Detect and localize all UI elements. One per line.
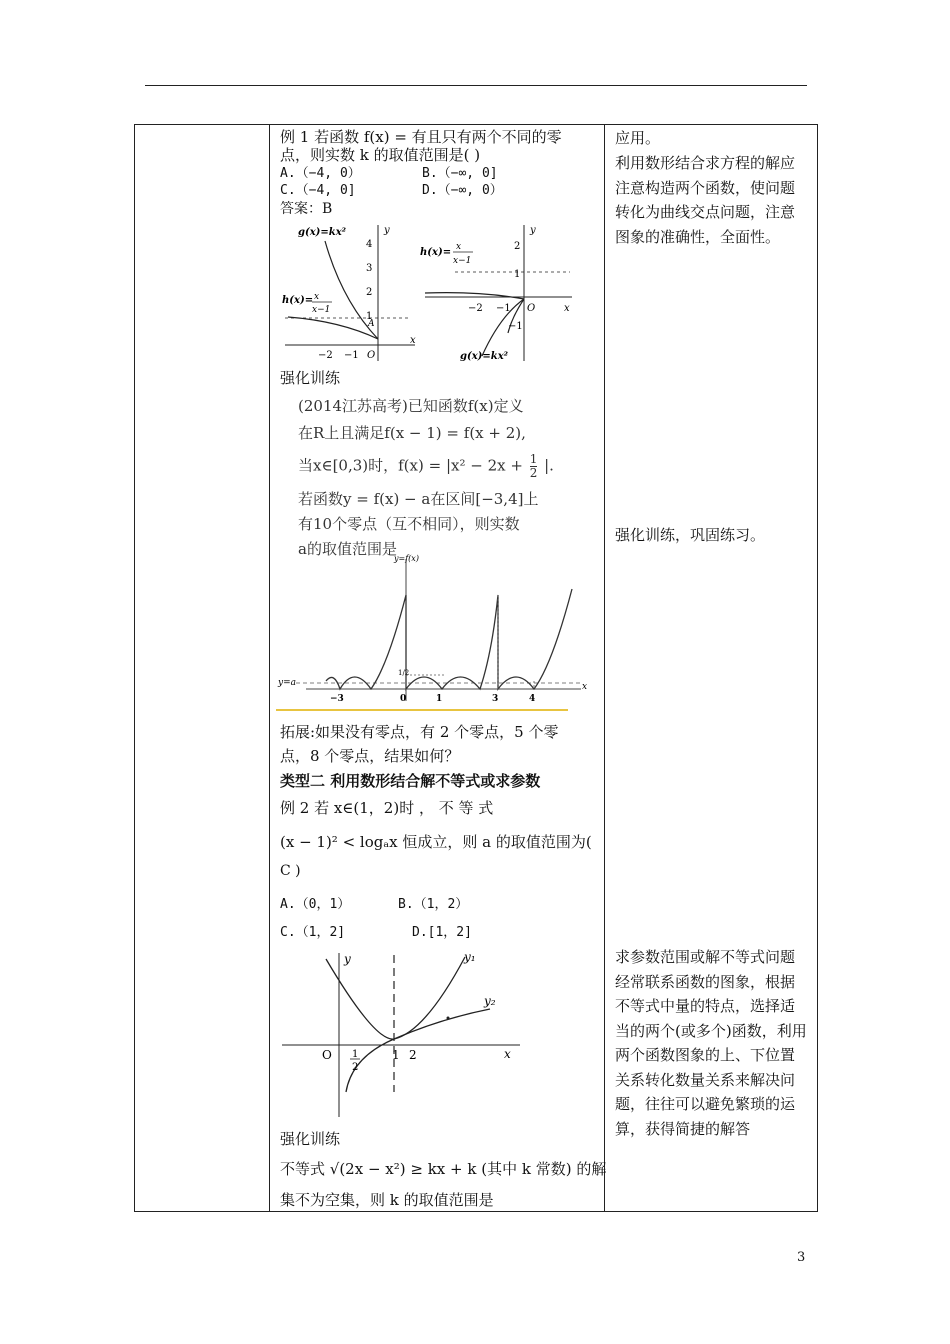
example2-answer: C ) (280, 863, 301, 879)
h-label: h(x)= (282, 295, 314, 306)
origin-label: O (367, 350, 376, 361)
h-label: h(x)= (420, 247, 452, 258)
x-label: x (504, 1047, 511, 1061)
h-frac-num: x (456, 242, 462, 252)
training1-line3 (298, 453, 554, 480)
answer: 答案：B (280, 201, 333, 217)
example1-line2: 点，则实数 k 的取值范围是( ) (280, 146, 481, 164)
option-b: B.（−∞, 0] (422, 166, 498, 181)
x-label: x (410, 335, 416, 346)
example2-option-a: A.（0，1） (280, 897, 351, 912)
example2-option-c: C.（1，2] (280, 925, 346, 940)
example2-option-b: B.（1，2） (398, 897, 469, 912)
y2-label: y₂ (484, 994, 496, 1008)
type2-heading: 类型二 利用数形结合解不等式或求参数 (280, 772, 541, 790)
graph-3 (276, 553, 598, 713)
tick-x-neg1: −1 (496, 303, 511, 314)
tick-1: 1 (436, 694, 443, 704)
x-label: x (582, 682, 588, 692)
training1-heading: 强化训练 (280, 369, 341, 387)
tick-0: 0 (400, 694, 407, 704)
y-label: y (384, 225, 390, 236)
h-frac-den: x−1 (312, 305, 331, 315)
note-application: 应用。 (615, 129, 661, 147)
origin-label: O (322, 1048, 332, 1062)
training1-line3-a: 当x∈[0,3)时，f(x) = |x² − 2x + (298, 456, 523, 475)
page-number: 3 (797, 1250, 806, 1265)
tick-x-neg2: −2 (468, 303, 483, 314)
content-column (270, 125, 605, 1212)
curve-h (288, 317, 378, 339)
y-label: y (530, 225, 536, 236)
tick-x-neg1: −1 (344, 350, 359, 361)
curve-f (326, 589, 572, 689)
g-label: g(x)=kx² (298, 227, 347, 238)
point-a-label: A (368, 319, 375, 329)
note-inequality-method: 求参数范围或解不等式问题经常联系函数的图象，根据不等式中量的特点，选择适当的两个(或多个)函数，利用两个函数图象的上、下位置关系转化数量关系来解决问题，往往可以避免繁琐的运算，获得简捷的解答 (615, 948, 807, 1138)
note-equation-method: 利用数形结合求方程的解应注意构造两个函数，使问题转化为曲线交点问题，注意图象的准确性，全面性。 (615, 154, 796, 246)
g-label: g(x)=kx² (460, 351, 509, 362)
graph-2 (420, 221, 580, 363)
option-a: A.（−4, 0） (280, 166, 361, 181)
example2-line2: (x − 1)² < logₐx 恒成立，则 a 的取值范围为( (280, 833, 592, 851)
tick-y-2: 2 (366, 287, 373, 298)
tick-y-3: 3 (366, 263, 373, 274)
tick-y-2: 2 (514, 241, 521, 252)
fraction-den: 2 (529, 466, 538, 480)
curve-h (425, 293, 524, 299)
tick-3: 3 (492, 694, 499, 704)
tick-half-den: 2 (352, 1062, 359, 1073)
fraction-num: 1 (529, 452, 538, 466)
training1-line5: 有10个零点（互不相同），则实数 (298, 515, 520, 533)
tick-1: 1 (392, 1048, 400, 1062)
extension-line2: 点，8 个零点，结果如何？ (280, 747, 460, 765)
training1-line4: 若函数y = f(x) − a在区间[−3,4]上 (298, 490, 539, 508)
tick-y-4: 4 (366, 239, 373, 250)
y1-label: y₁ (464, 950, 476, 964)
option-c: C.（−4, 0] (280, 183, 356, 198)
y-equals-a-label: y=a (278, 678, 296, 688)
graph-4 (280, 947, 530, 1122)
training2-line2: 集不为空集，则 k 的取值范围是 (280, 1191, 494, 1209)
example1-line1: 例 1 若函数 f(x) = 有且只有两个不同的零 (280, 128, 562, 146)
half-label: 1/2 (398, 669, 410, 677)
tick-neg3: −3 (330, 694, 344, 704)
h-frac-num: x (314, 292, 320, 302)
empty-column (135, 125, 270, 1212)
note-training: 强化训练，巩固练习。 (615, 526, 766, 544)
training1-line1: (2014江苏高考)已知函数f(x)定义 (298, 397, 524, 415)
tick-half-num: 1 (352, 1049, 359, 1060)
example2-option-d: D.[1，2] (412, 925, 472, 940)
header-rule (145, 85, 807, 86)
ylabel: y=f(x) (394, 554, 419, 563)
notes-column (605, 125, 818, 1212)
tick-y-neg1: −1 (508, 321, 523, 332)
tick-y-1: 1 (514, 269, 521, 280)
training2-heading: 强化训练 (280, 1130, 341, 1148)
lesson-table (134, 124, 818, 1212)
h-frac-den: x−1 (453, 256, 472, 266)
option-d: D.（−∞, 0） (422, 183, 503, 198)
extension-line1: 拓展:如果没有零点，有 2 个零点，5 个零 (280, 723, 559, 741)
tick-4: 4 (529, 694, 536, 704)
curve-y1 (326, 957, 465, 1039)
origin-label: O (527, 303, 536, 314)
training1-line6: a的取值范围是 (298, 540, 397, 558)
example2-line1: 例 2 若 x∈(1，2)时 ， 不 等 式 (280, 799, 494, 817)
tick-2: 2 (409, 1048, 417, 1062)
training1-line2: 在R上且满足f(x − 1) = f(x + 2), (298, 424, 526, 442)
training1-line3-b: |. (544, 456, 554, 475)
x-label: x (564, 303, 570, 314)
y-label: y (344, 952, 351, 966)
fraction-half (530, 453, 538, 480)
training2-line1: 不等式 √(2x − x²) ≥ kx + k (其中 k 常数) 的解 (280, 1160, 607, 1178)
graph-1 (280, 221, 420, 363)
tick-y-1: 1 (366, 311, 373, 322)
point-marker (447, 1017, 450, 1020)
tick-x-neg2: −2 (318, 350, 333, 361)
